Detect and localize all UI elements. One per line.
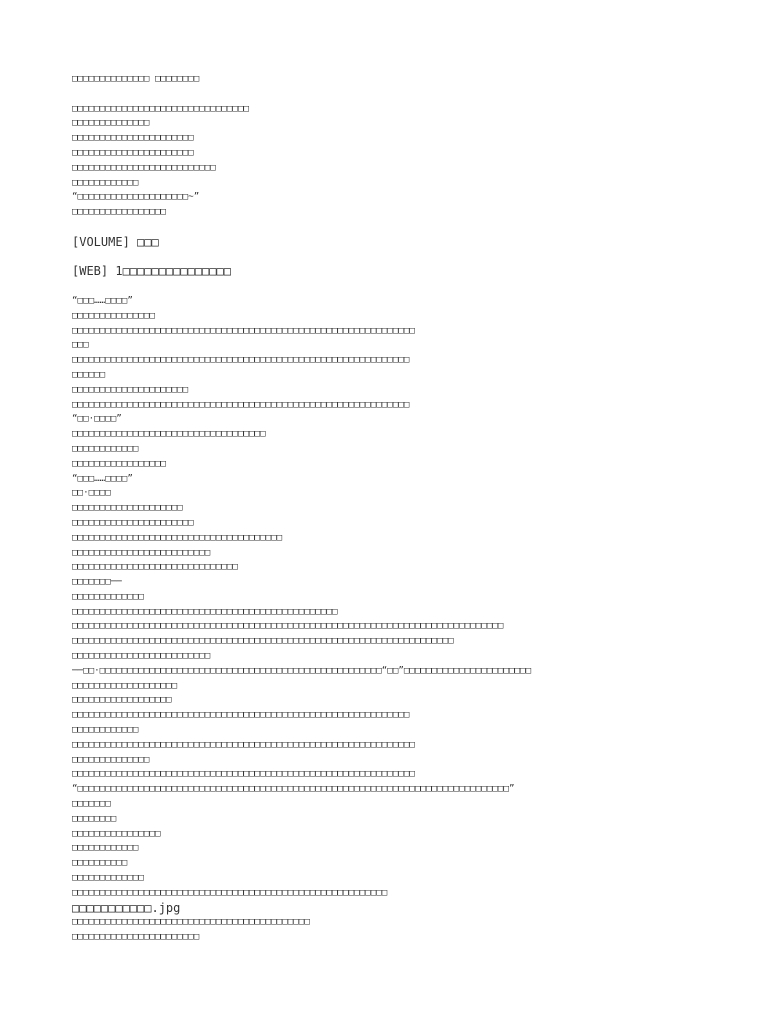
- text-line: □□□□□□□□□□□□□□ □□□□□□□□: [72, 73, 200, 84]
- text-line: □□□□□□□□□□□□□: [72, 590, 144, 602]
- text-line: □□□□□□□□□□□□□□□□□□□□□□□□□: [72, 546, 211, 558]
- text-line: □□□□□□□□□□□□□□□□□□□□□□□□□□: [72, 161, 216, 173]
- text-line: □□□□□□□□□□□□□□□□□□□□□□□: [72, 931, 200, 943]
- text-line: □□□□□□□□□□□□□□□□□□□□□□□□□□□□□□□□□□□□□□□□□□□□□□□□□□□□□□□□□□□□□□: [72, 324, 415, 336]
- text-line: [VOLUME] □□□: [72, 234, 159, 249]
- text-line: □□□□□□□□□□□□□□□□□□□□□□□□□□□□□□□□□□□: [72, 428, 266, 440]
- text-line: □□□□□□□□□□□□□□□□□□□□□□□□□: [72, 650, 211, 662]
- text-line: □□□: [72, 339, 89, 351]
- text-line: □□·□□□□: [72, 487, 111, 499]
- text-line: □□□□□□□□□□□□□□□□□□□□□□: [72, 132, 194, 144]
- text-line: □□□□□□□□□□□□□□□□□□□□□□□□□□□□□□□□□□□□□□□□□□□□□□□□□□□□□□□□□□□□□□: [72, 738, 415, 750]
- blank-line: [72, 250, 752, 265]
- text-line: □□□□□□□──: [72, 576, 122, 588]
- text-line: □□□□□□□: [72, 798, 111, 810]
- text-line: □□□□□□□□□□□□□□□□□□□□□□□□□□□□□□□□□□□□□□□□□□□: [72, 916, 310, 928]
- text-line: □□□□□□□□□□□□□□□□: [72, 827, 161, 839]
- text-line: “□□□□□□□□□□□□□□□□□□□□~”: [72, 191, 200, 203]
- text-line: “□□□……□□□□”: [72, 472, 133, 484]
- text-line: □□□□□□□□□□□□□□□□□□□□□□□□□□□□□□□□□□□□□□□□□□□□□□□□□□□□□□□□□□□□□: [72, 354, 410, 366]
- blank-line: [72, 220, 752, 235]
- text-line: □□□□□□□□□□□□□: [72, 872, 144, 884]
- text-line: □□□□□□□□□□□□□□□□□□□□□□□□□□□□□□□□□□□□□□□□□□□□□□□□□□□□□□□□□□□□□□□□□□□□□: [72, 635, 454, 647]
- text-line: ──□□·□□□□□□□□□□□□□□□□□□□□□□□□□□□□□□□□□□□□□□□□□□□□□□□□□□□“□□”□□□□□□□□□□□□□□□□□□□□□□□: [72, 664, 532, 676]
- text-line: □□□□□□□□□□□□□□□□□□□□: [72, 502, 183, 514]
- text-line: □□□□□□□□: [72, 812, 117, 824]
- text-line: □□□□□□□□□□□□□□□□□□□□□□□□□□□□□□□□□□□□□□□□□□□□□□□□□□□□□□□□□□□□□: [72, 398, 410, 410]
- text-line: □□□□□□□□□□: [72, 857, 128, 869]
- text-line: □□□□□□□□□□□□□□: [72, 117, 150, 129]
- text-line: □□□□□□□□□□□□□□□□□□□□□□: [72, 516, 194, 528]
- blank-line: [72, 279, 752, 294]
- text-line: □□□□□□□□□□□.jpg: [72, 900, 181, 915]
- text-line: □□□□□□: [72, 368, 106, 380]
- text-line: □□□□□□□□□□□□□□□□□□□□□□: [72, 146, 194, 158]
- text-line: □□□□□□□□□□□□□□□□□□□□□□□□□□□□□□□□□□□□□□□□□□□□□□□□□□□□□□□□□: [72, 886, 388, 898]
- text-line: □□□□□□□□□□□□: [72, 842, 139, 854]
- text-line: □□□□□□□□□□□□□□□□□□□□□□□□□□□□□□□□□□□□□□: [72, 531, 283, 543]
- text-line: □□□□□□□□□□□□□□□□□□: [72, 694, 172, 706]
- blank-line: [72, 87, 752, 102]
- text-line: □□□□□□□□□□□□: [72, 442, 139, 454]
- text-line: □□□□□□□□□□□□□□□□□: [72, 457, 167, 469]
- text-line: □□□□□□□□□□□□□□□□□□□□□□□□□□□□□□□□□□□□□□□□□□□□□□□□: [72, 605, 338, 617]
- document-body: [72, 72, 752, 945]
- text-line: □□□□□□□□□□□□□□□□□□□: [72, 679, 178, 691]
- text-line: [WEB] 1□□□□□□□□□□□□□□□: [72, 264, 231, 279]
- text-line: “□□·□□□□”: [72, 413, 122, 425]
- text-line: □□□□□□□□□□□□□□□□□□□□□□□□□□□□□□□□: [72, 102, 250, 114]
- text-line: □□□□□□□□□□□□□□□□□: [72, 206, 167, 218]
- text-line: □□□□□□□□□□□□□□□□□□□□□: [72, 383, 189, 395]
- text-line: □□□□□□□□□□□□□□□□□□□□□□□□□□□□□□: [72, 561, 238, 573]
- text-line: “□□□□□□□□□□□□□□□□□□□□□□□□□□□□□□□□□□□□□□□□□□□□□□□□□□□□□□□□□□□□□□□□□□□□□□□□□□□□□□”: [72, 783, 515, 795]
- text-line: □□□□□□□□□□□□□□□□□□□□□□□□□□□□□□□□□□□□□□□□□□□□□□□□□□□□□□□□□□□□□□□□□□□□□□□□□□□□□□: [72, 620, 504, 632]
- text-line: □□□□□□□□□□□□: [72, 724, 139, 736]
- text-line: □□□□□□□□□□□□□□□: [72, 309, 155, 321]
- text-line: □□□□□□□□□□□□□□□□□□□□□□□□□□□□□□□□□□□□□□□□□□□□□□□□□□□□□□□□□□□□□: [72, 709, 410, 721]
- text-line: □□□□□□□□□□□□□□: [72, 753, 150, 765]
- text-line: □□□□□□□□□□□□□□□□□□□□□□□□□□□□□□□□□□□□□□□□□□□□□□□□□□□□□□□□□□□□□□: [72, 768, 415, 780]
- text-line: “□□□……□□□□”: [72, 294, 133, 306]
- text-line: □□□□□□□□□□□□: [72, 176, 139, 188]
